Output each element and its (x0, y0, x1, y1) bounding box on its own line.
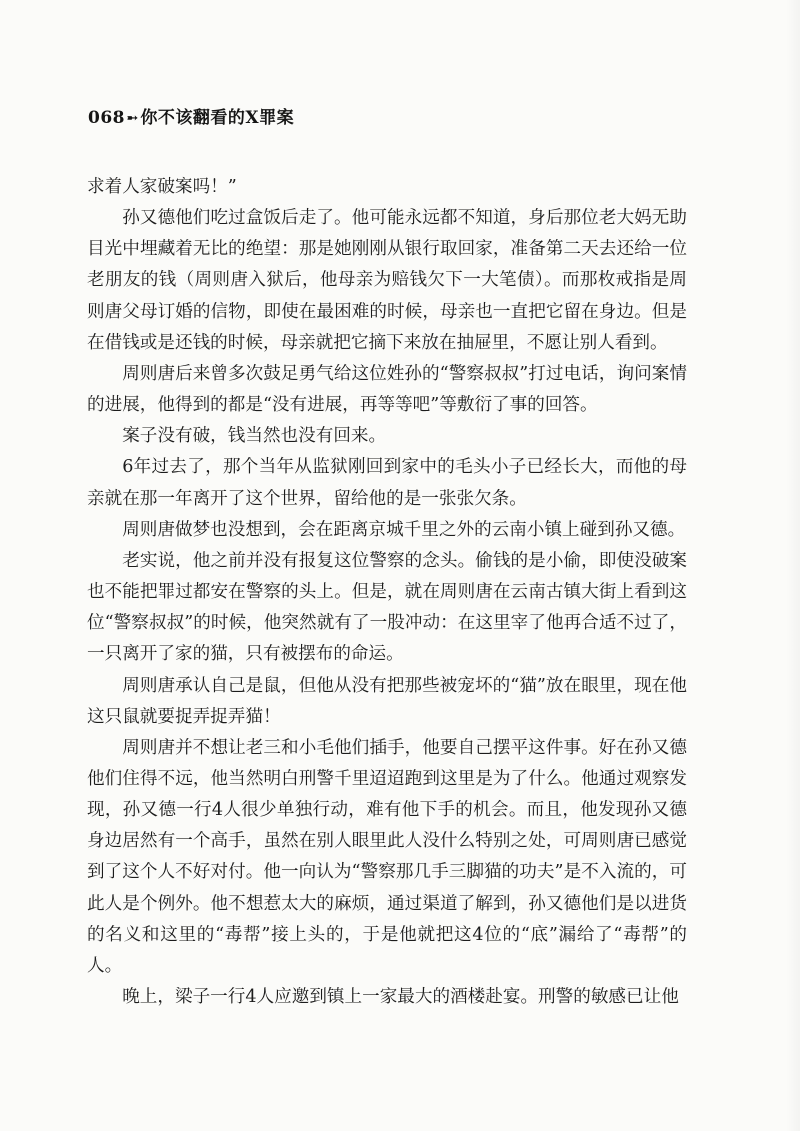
scan-edge-shade (786, 0, 800, 1131)
paragraph: 求着人家破案吗！” (87, 177, 237, 197)
body-text (87, 172, 687, 1013)
paragraph: 周则唐后来曾多次鼓足勇气给这位姓孙的“警察叔叔”打过电话，询问案情的进展，他得到的都是“没有进展，再等等吧”等敷衍了事的回答。 (87, 363, 687, 416)
paragraph: 6年过去了，那个当年从监狱刚回到家中的毛头小子已经长大，而他的母亲就在那一年离开了这个世界，留给他的是一张张欠条。 (87, 457, 687, 509)
paragraph: 周则唐承认自己是鼠，但他从没有把那些被宠坏的“猫”放在眼里，现在他这只鼠就要捉弄捉弄猫！ (87, 675, 687, 727)
paragraph: 周则唐并不想让老三和小毛他们插手，他要自己摆平这件事。好在孙又德他们住得不远，他当然明白刑警千里迢迢跑到这里是为了什么。他通过观察发现，孙又德一行4人很少单独行动，难有他下手的机会。而且，他发现孙又德身边居然有一个高手，虽然在别人眼里此人没什么特别之处，可周则唐已感觉到了这个人不好对付。他一向认为“警察那几手三脚猫的功夫”是不入流的，可此人是个例外。他不想惹太大的麻烦，通过渠道了解到，孙又德他们是以进货的名义和这里的“毒帮”接上头的，于是他就把这4位的“底”漏给了“毒帮”的人。 (87, 737, 687, 976)
page-number: 068 (88, 108, 125, 128)
arrow-icon: ➸ (127, 111, 139, 126)
paragraph: 案子没有破，钱当然也没有回来。 (122, 426, 387, 447)
paragraph: 晚上，梁子一行4人应邀到镇上一家最大的酒楼赴宴。刑警的敏感已让他 (122, 987, 679, 1008)
running-header (88, 103, 294, 128)
paragraph: 老实说，他之前并没有报复这位警察的念头。偷钱的是小偷，即使没破案也不能把罪过都安在警察的头上。但是，就在周则唐在云南古镇大街上看到这位“警察叔叔”的时候，他突然就有了一股冲动：在这里宰了他再合适不过了，一只离开了家的猫，只有被摆布的命运。 (87, 550, 687, 665)
paragraph: 孙又德他们吃过盒饭后走了。他可能永远都不知道，身后那位老大妈无助目光中埋藏着无比的绝望：那是她刚刚从银行取回家，准备第二天去还给一位老朋友的钱（周则唐入狱后，他母亲为赔钱欠下一大笔债）。而那枚戒指是周则唐父母订婚的信物，即使在最困难的时候，母亲也一直把它留在身边。但是在借钱或是还钱的时候，母亲就把它摘下来放在抽屉里，不愿让别人看到。 (87, 208, 687, 353)
paragraph: 周则唐做梦也没想到，会在距离京城千里之外的云南小镇上碰到孙又德。 (122, 519, 686, 540)
book-title: 你不该翻看的X罪案 (140, 108, 295, 128)
